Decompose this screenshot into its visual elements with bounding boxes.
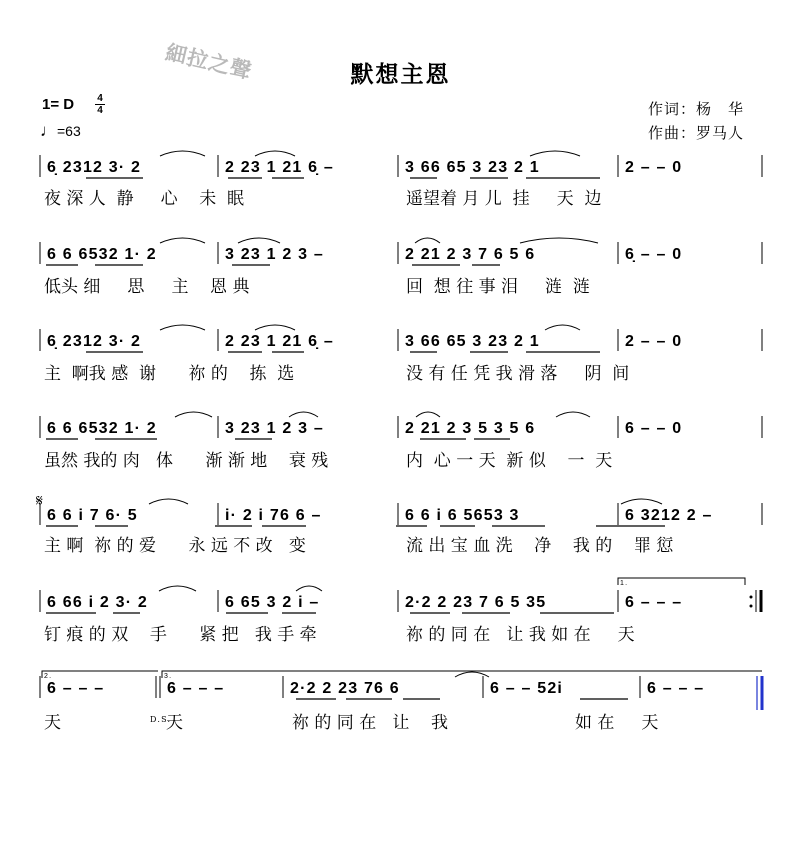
measure-notes: 3 66 65 3 23 2 1 [405, 333, 540, 350]
measure-notes: 2 – – 0 [625, 333, 683, 350]
slur-arc [238, 238, 280, 243]
meter-bottom: 4 [97, 105, 103, 116]
repeat-dot [750, 605, 753, 608]
measure-notes: 6 6 6532 1· 2 [47, 246, 157, 263]
measure-notes: 6̣ 2312 3· 2 [47, 159, 142, 176]
slur-arc [289, 412, 318, 417]
measure-notes: 6 3212 2 – [625, 507, 713, 524]
slur-arc [160, 151, 205, 156]
measure-notes: 6 6 i 7 6· 5 [47, 507, 138, 524]
volta-label: 3. [164, 673, 173, 680]
lyric-segment: 没 有 任 凭 我 滑 落 阴 间 [406, 364, 630, 384]
measure-notes: i· 2 i 76 6 – [225, 507, 322, 524]
slur-arc [255, 151, 295, 156]
measure-notes: 6 – – 52i [490, 680, 564, 697]
lyric-segment: 天 [166, 713, 183, 733]
key-signature: 1= D [42, 96, 75, 113]
measure-notes: 6 6 i 6 5653 3 [405, 507, 520, 524]
slur-arc [160, 325, 205, 330]
slur-arc [530, 151, 580, 156]
lyric-segment: 天 [44, 713, 61, 733]
measure-notes: 2 23 1 21 6̣ – [225, 333, 335, 350]
slur-arc [621, 499, 662, 504]
measure-notes: 2 21 2 3 5 3 5 6 [405, 420, 536, 437]
measure-notes: 6 6 6532 1· 2 [47, 420, 157, 437]
slur-arc [455, 672, 489, 677]
measure-notes: 6 66 i 2 3· 2 [47, 594, 148, 611]
watermark: 細拉之聲 [163, 39, 255, 84]
measure-notes: 2 23 1 21 6̣ – [225, 159, 335, 176]
measure-notes: 6 – – – [625, 594, 683, 611]
lyric-segment: 祢 的 同 在 让 我 [292, 713, 449, 733]
measure-notes: 2 21 2 3 7 6 5 6 [405, 246, 536, 263]
lyric-segment: 主 啊我 感 谢 祢 的 拣 选 [44, 364, 295, 384]
quarter-note-icon: ♩ [40, 121, 57, 140]
lyric-segment: 主 啊 祢 的 爱 永 远 不 改 变 [44, 536, 306, 556]
volta-label: 2. [44, 673, 53, 680]
slur-arc [175, 412, 212, 417]
lyric-segment: 钉 痕 的 双 手 紧 把 我 手 牵 [44, 625, 317, 645]
lyricist-credit: 作词：杨 华 [648, 100, 745, 118]
measure-notes: 6 – – – [647, 680, 705, 697]
meter-top: 4 [97, 93, 103, 104]
lyric-segment: 祢 的 同 在 让 我 如 在 天 [406, 625, 635, 645]
measure-notes: 2·2 2 23 7 6 5 35 [405, 594, 547, 611]
slur-arc [556, 412, 590, 417]
volta-bracket-1 [618, 578, 745, 585]
slur-arc [255, 325, 295, 330]
measure-notes: 6̣ 2312 3· 2 [47, 333, 142, 350]
measure-notes: 3 23 1 2 3 – [225, 246, 324, 263]
measure-notes: 3 66 65 3 23 2 1 [405, 159, 540, 176]
slur-arc [415, 238, 440, 243]
repeat-dot [750, 596, 753, 599]
lyric-segment: 流 出 宝 血 洗 净 我 的 罪 愆 [406, 536, 674, 556]
lyric-segment: 内 心 一 天 新 似 一 天 [406, 451, 613, 471]
measure-notes: 2·2 2 23 76 6 [290, 680, 400, 697]
volta-bracket-3 [162, 671, 762, 678]
lyric-segment: 如 在 天 [575, 713, 659, 733]
volta-label: 1. [620, 580, 629, 587]
slur-arc [545, 325, 580, 330]
tempo-value: =63 [57, 123, 81, 139]
lyric-segment: 虽然 我的 肉 体 渐 渐 地 衰 残 [44, 451, 329, 471]
measure-notes: 2 – – 0 [625, 159, 683, 176]
measure-notes: 6 – – – [167, 680, 225, 697]
slur-arc [159, 586, 196, 591]
segno-icon: 𝄋 [36, 491, 45, 510]
lyric-segment: 回 想 往 事 泪 涟 涟 [406, 277, 590, 297]
measure-notes: 6̣ – – 0 [625, 246, 683, 263]
ds-marking: D.S. [150, 715, 172, 724]
slur-arc [149, 499, 188, 504]
lyric-segment: 夜 深 人 静 心 未 眠 [44, 189, 245, 209]
lyric-segment: 低头 细 思 主 恩 典 [44, 277, 250, 297]
measure-notes: 3 23 1 2 3 – [225, 420, 324, 437]
measure-notes: 6 – – – [47, 680, 105, 697]
slur-arc [160, 238, 205, 243]
composer-credit: 作曲：罗马人 [648, 124, 745, 142]
song-title: 默想主恩 [350, 62, 451, 88]
measure-notes: 6 65 3 2 i – [225, 594, 320, 611]
slur-arc [520, 238, 598, 243]
lyric-segment: 遥望着 月 儿 挂 天 边 [406, 189, 602, 209]
slur-arc [296, 586, 322, 591]
slur-arc [416, 412, 440, 417]
measure-notes: 6 – – 0 [625, 420, 683, 437]
volta-bracket-2 [42, 671, 158, 678]
